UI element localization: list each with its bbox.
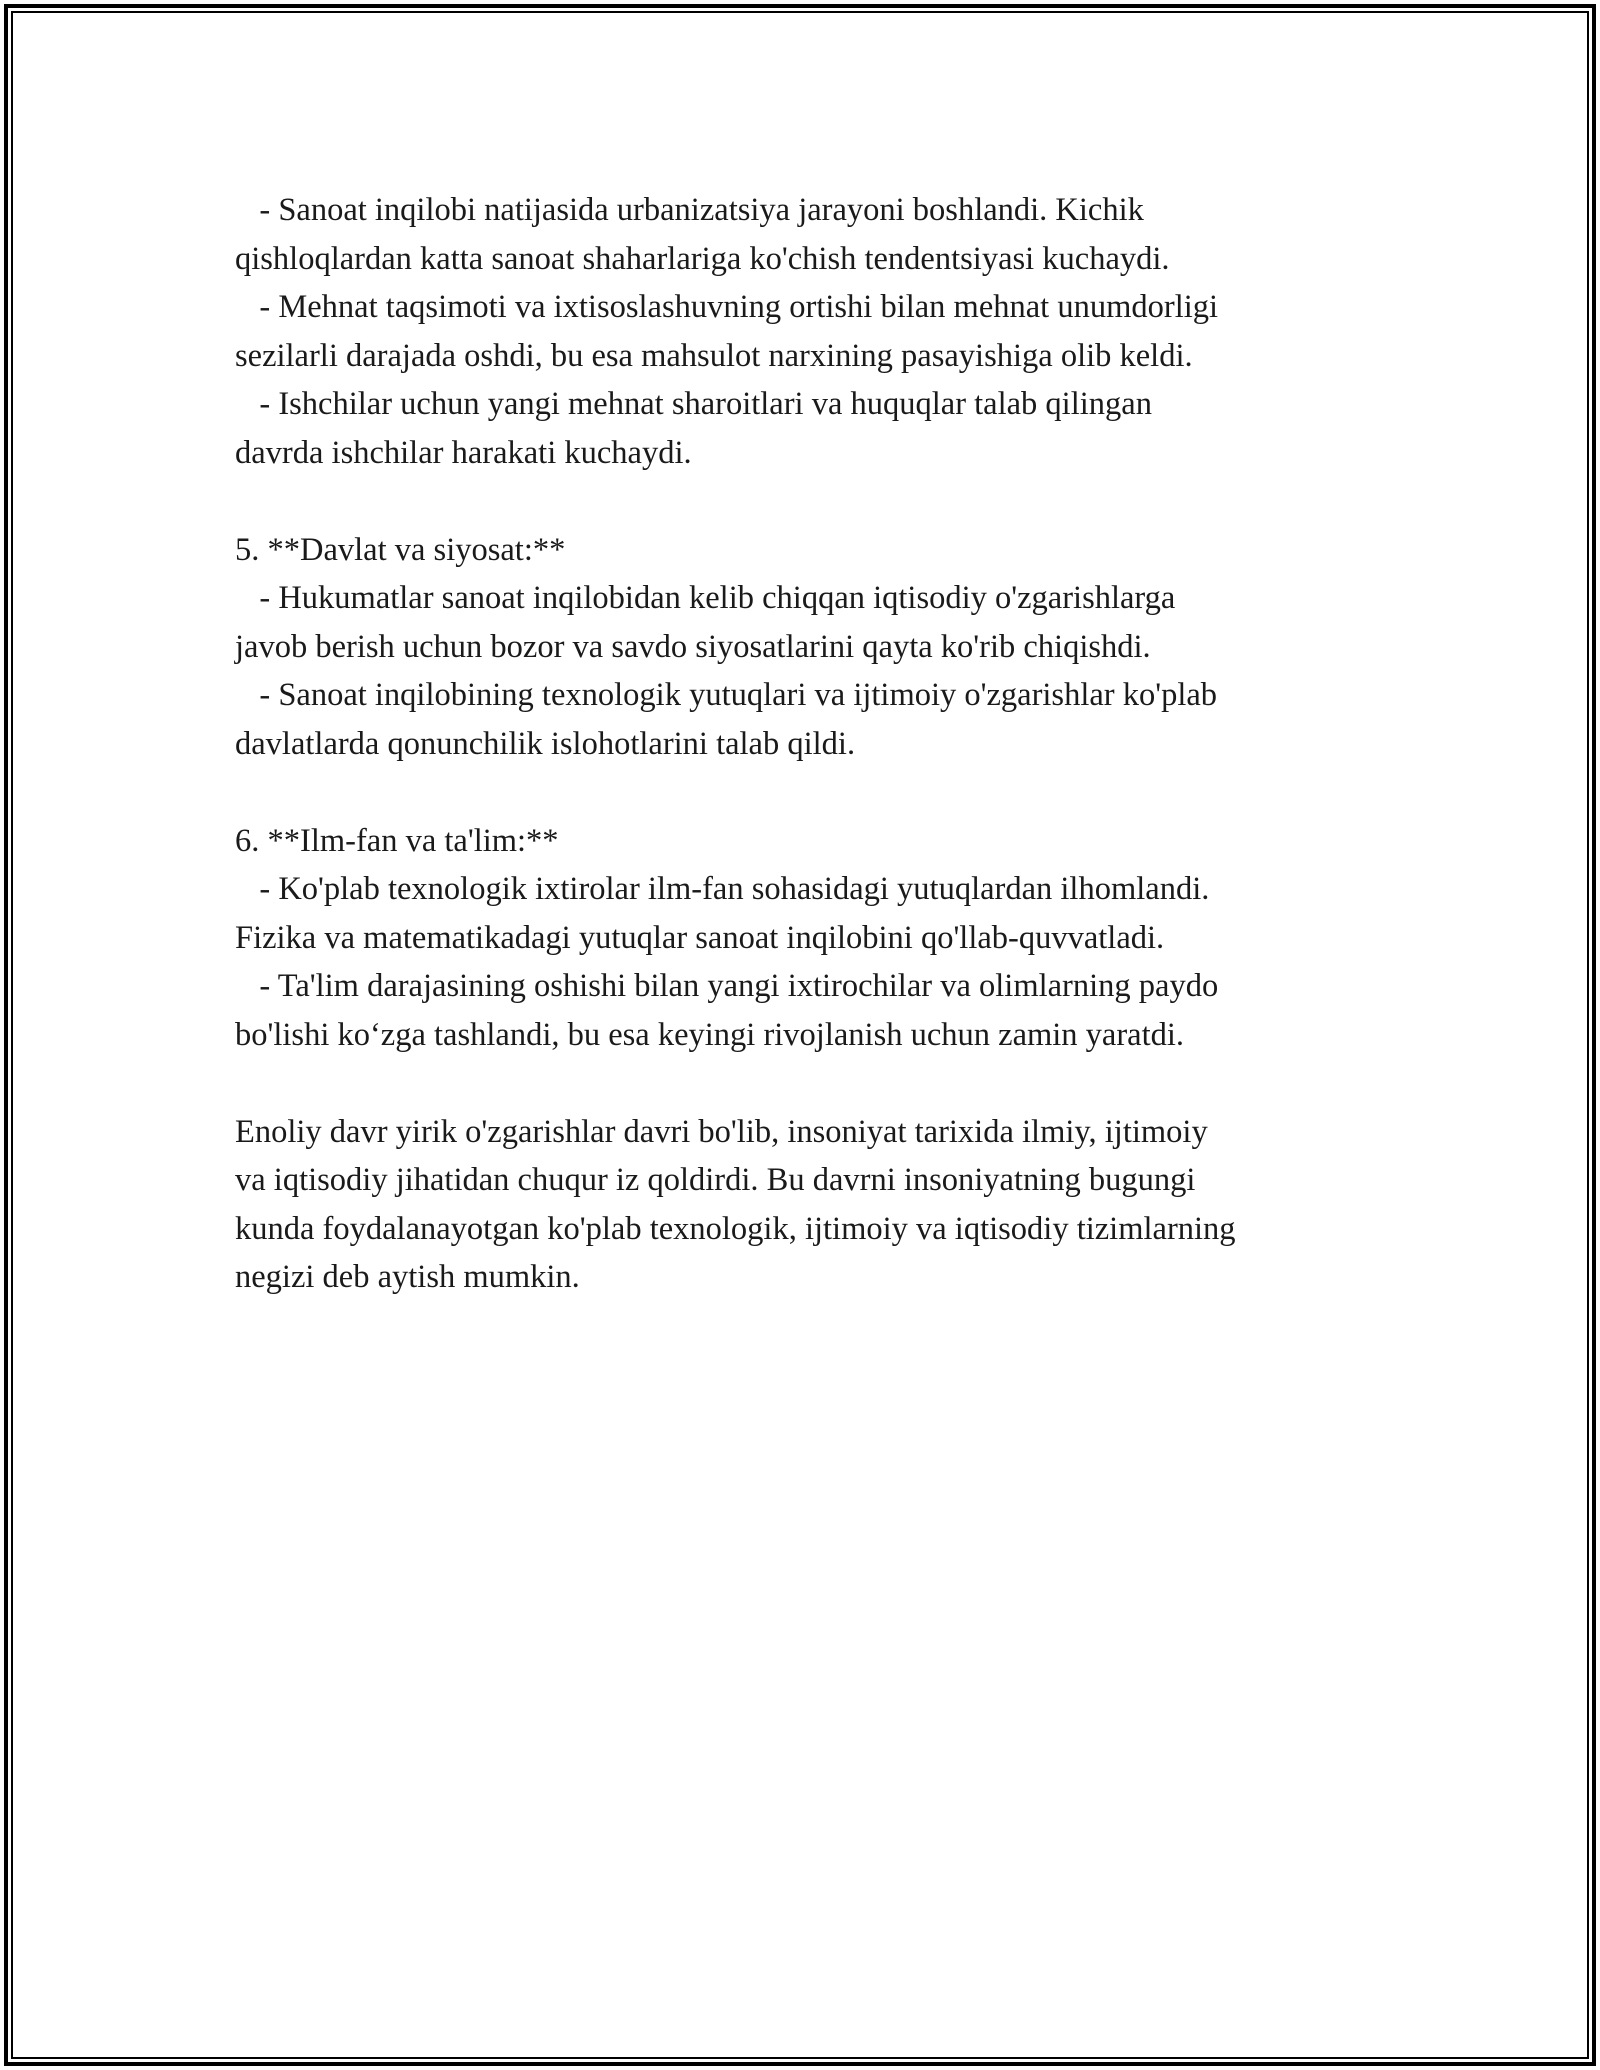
text-line: bo'lishi ko‘zga tashlandi, bu esa keyingi rivojlanish uchun zamin yaratdi. xyxy=(235,1016,1185,1053)
text-line: - Sanoat inqilobining texnologik yutuqlari va ijtimoiy o'zgarishlar ko'plab xyxy=(235,677,1218,713)
text-line: davlatlarda qonunchilik islohotlarini talab qildi. xyxy=(235,725,856,762)
text-line: - Ishchilar uchun yangi mehnat sharoitlari va huquqlar talab qilingan xyxy=(235,386,1152,422)
text-line: javob berish uchun bozor va savdo siyosatlarini qayta ko'rib chiqishdi. xyxy=(235,628,1151,665)
text-line: Fizika va matematikadagi yutuqlar sanoat inqilobini qo'llab-quvvatladi. xyxy=(235,919,1165,956)
text-line: davrda ishchilar harakati kuchaydi. xyxy=(235,434,692,471)
text-line: va iqtisodiy jihatidan chuqur iz qoldirdi. Bu davrni insoniyatning bugungi xyxy=(235,1162,1196,1198)
section-heading: 6. **Ilm-fan va ta'lim:** xyxy=(235,822,559,859)
paragraph-science-education xyxy=(235,817,1415,1060)
text-line: - Hukumatlar sanoat inqilobidan kelib chiqqan iqtisodiy o'zgarishlarga xyxy=(235,580,1176,616)
text-line: - Sanoat inqilobi natijasida urbanizatsiya jarayoni boshlandi. Kichik xyxy=(235,192,1144,228)
text-line: kunda foydalanayotgan ko'plab texnologik, ijtimoiy va iqtisodiy tizimlarning xyxy=(235,1210,1236,1247)
paragraph-state-politics xyxy=(235,526,1415,769)
paragraph-social-changes xyxy=(235,186,1415,477)
paragraph-conclusion xyxy=(235,1108,1415,1302)
text-line: qishloqlardan katta sanoat shaharlariga ko'chish tendentsiyasi kuchaydi. xyxy=(235,240,1170,277)
text-line: Enoliy davr yirik o'zgarishlar davri bo'lib, insoniyat tarixida ilmiy, ijtimoiy xyxy=(235,1113,1208,1150)
text-line: - Ta'lim darajasining oshishi bilan yangi ixtirochilar va olimlarning paydo xyxy=(235,968,1219,1004)
text-line: sezilarli darajada oshdi, bu esa mahsulot narxining pasayishiga olib keldi. xyxy=(235,337,1193,374)
text-line: - Ko'plab texnologik ixtirolar ilm-fan sohasidagi yutuqlardan ilhomlandi. xyxy=(235,871,1210,907)
document-body xyxy=(235,186,1415,1302)
section-heading: 5. **Davlat va siyosat:** xyxy=(235,531,566,568)
text-line: - Mehnat taqsimoti va ixtisoslashuvning ortishi bilan mehnat unumdorligi xyxy=(235,289,1219,325)
text-line: negizi deb aytish mumkin. xyxy=(235,1259,580,1295)
